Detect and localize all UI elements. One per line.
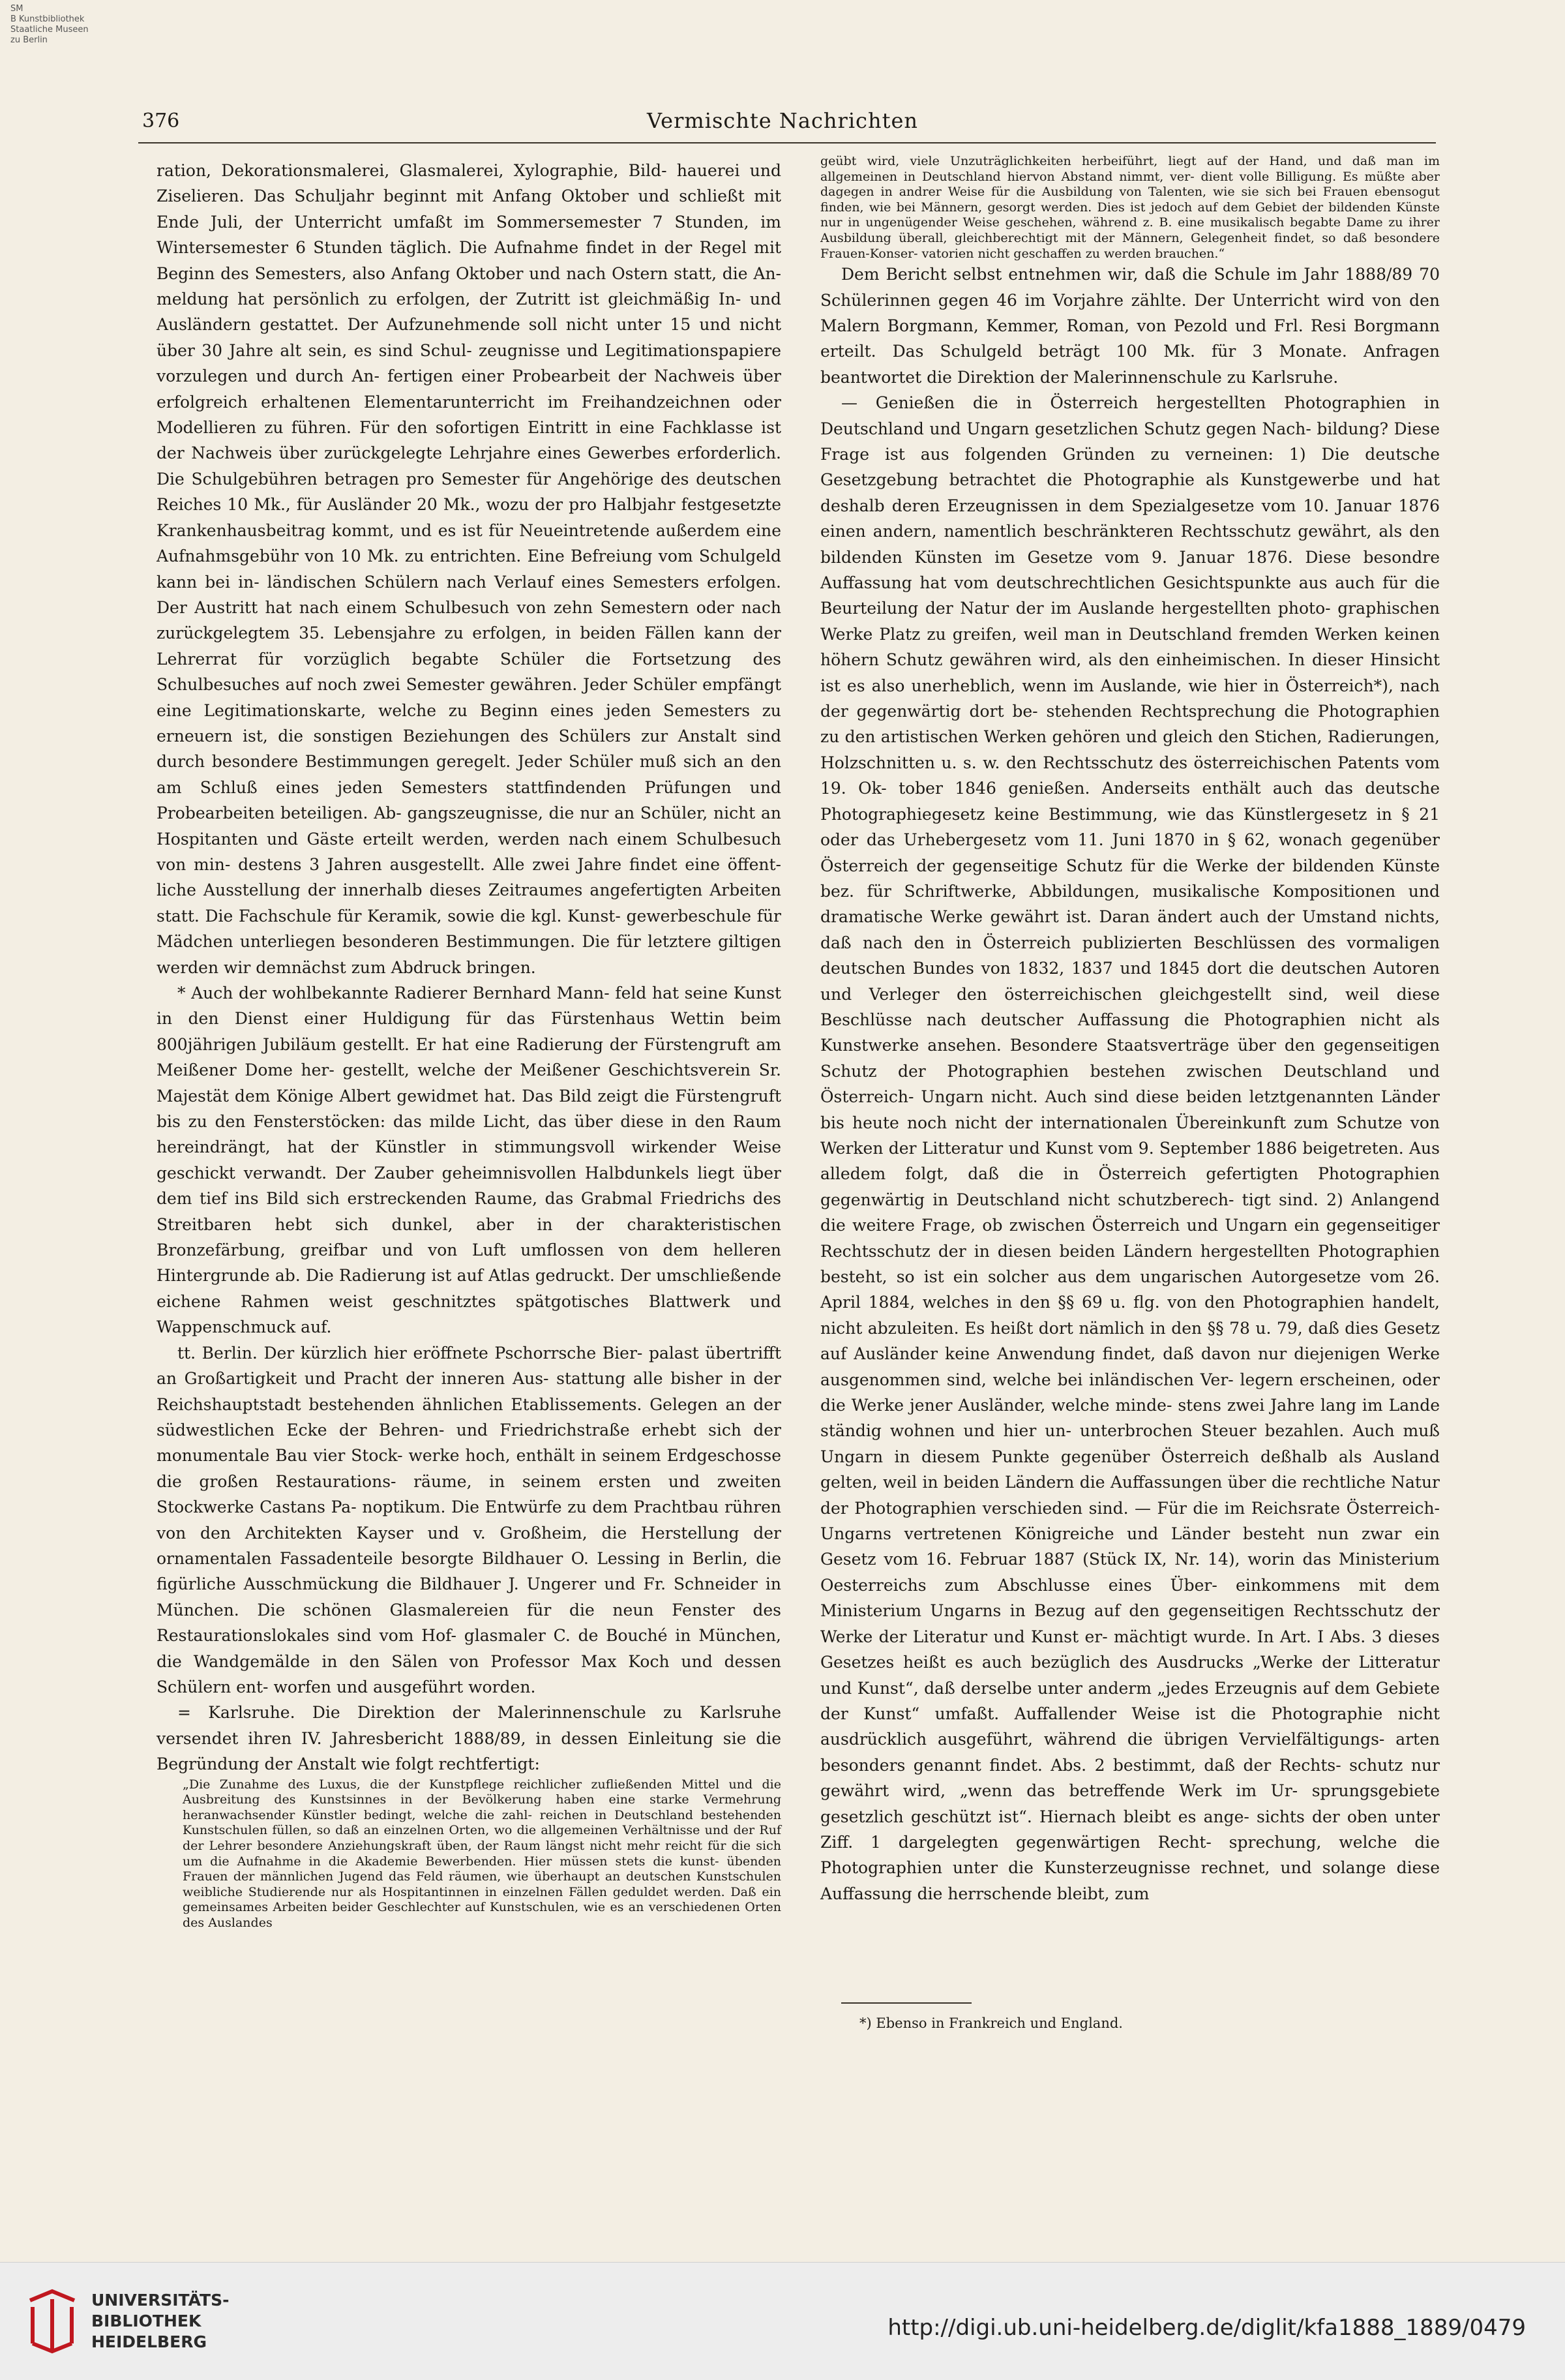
library-stamp <box>10 4 89 46</box>
paragraph-mannfeld: * Auch der wohlbekannte Radierer Bernhard Mann- feld hat seine Kunst in den Dienst einer Huldigung für das Fürstenhaus Wettin beim 800jährigen Jubiläum gestellt. Er hat eine Radierung der Fürstengruft am Meißener Dome her- gestellt, welche der Meißener Geschichtsverein Sr. Majestät dem Könige Albert gewidmet hat. Das Bild zeigt die Fürstengruft bis zu den Fensterstöcken: das milde Licht, das über diese in den Raum hereindrängt, hat der Künstler in stimmungsvoll wirkender Weise geschickt verwandt. Der Zauber geheimnisvollen Halbdunkels liegt über dem tief ins Bild sich erstreckenden Raume, das Grabmal Friedrichs des Streitbaren hebt sich dunkel, aber in der charakteristischen Bronzefärbung, greifbar und von Luft umflossen von dem helleren Hintergrunde ab. Die Radierung ist auf Atlas gedruckt. Der umschließende eichene Rahmen weist geschnitztes spätgotisches Blattwerk und Wappenschmuck auf. <box>156 984 781 1337</box>
paragraph-munich-school: ration, Dekorationsmalerei, Glasmalerei, Xylographie, Bild- hauerei und Ziselieren. Das Schuljahr beginnt mit Anfang Oktober und schließt mit Ende Juli, der Unterricht umfaßt im Sommersemester 7 Stunden, im Wintersemester 6 Stunden täglich. Die Aufnahme findet in der Regel mit Beginn des Semesters, also Anfang Oktober und nach Ostern statt, die An- meldung hat persönlich zu erfolgen, der Zutritt ist gleichmäßig In- und Ausländern gestattet. Der Aufzunehmende soll nicht unter 15 und nicht über 30 Jahre alt sein, es sind Schul- zeugnisse und Legitimationspapiere vorzulegen und durch An- fertigen einer Probearbeit der Nachweis über erfolgreich erhaltenen Elementarunterricht im Freihandzeichnen oder Modellieren zu führen. Für den sofortigen Eintritt in eine Fachklasse ist der Nachweis über zurückgelegte Lehrjahre eines Gewerbes erforderlich. Die Schulgebühren betragen pro Semester für Angehörige des deutschen Reiches 10 Mk., für Ausländer 20 Mk., wozu der pro Halbjahr festgesetzte Krankenhausbeitrag kommt, und es ist für Neueintretende außerdem eine Aufnahmsgebühr von 10 Mk. zu entrichten. Eine Befreiung vom Schulgeld kann bei in- ländischen Schülern nach Verlauf eines Semesters erfolgen. Der Austritt hat nach einem Schulbesuch von zehn Semestern oder nach zurückgelegtem 35. Lebensjahre zu erfolgen, in beiden Fällen kann der Lehrerrat für vorzüglich begabte Schüler die Fortsetzung des Schulbesuches auf noch zwei Semester gewähren. Jeder Schüler empfängt eine Legitimationskarte, welche zu Beginn eines jeden Semesters zu erneuern ist, die sonstigen Beziehungen des Schülers zur Anstalt sind durch besondere Bestimmungen geregelt. Jeder Schüler muß sich an den am Schluß eines jeden Semesters stattfindenden Prüfungen und Probearbeiten beteiligen. Ab- gangszeugnisse, die nur an Schüler, nicht an Hospitanten und Gäste erteilt werden, werden nach einem Schulbesuch von min- destens 3 Jahren ausgestellt. Alle zwei Jahre findet eine öffent- liche Ausstellung der innerhalb dieses Zeitraumes angefertigten Arbeiten statt. Die Fachschule für Keramik, sowie die kgl. Kunst- gewerbeschule für Mädchen unterliegen besonderen Bestimmungen. Die für letztere giltigen werden wir demnächst zum Abdruck bringen. <box>156 161 781 977</box>
paragraph-report: Dem Bericht selbst entnehmen wir, daß die Schule im Jahr 1888/89 70 Schülerinnen gegen 46 im Vorjahre zählte. Der Unterricht wird von den Malern Borgmann, Kemmer, Roman, von Pezold und Frl. Resi Borgmann erteilt. Das Schulgeld beträgt 100 Mk. für 3 Monate. Anfragen beantwortet die Direktion der Malerinnenschule zu Karlsruhe. <box>820 265 1440 387</box>
library-name <box>91 2290 229 2353</box>
stamp-line: zu Berlin <box>10 35 48 45</box>
stamp-line: B Kunstbibliothek <box>10 14 85 24</box>
left-column <box>156 158 781 1931</box>
quote-karlsruhe-part1: „Die Zunahme des Luxus, die der Kunstpflege reichlicher zufließenden Mittel und die Ausbreitung des Kunstsinnes in der Bevölkerung haben eine starke Vermehrung heranwachsender Künstler bedingt, welche die zahl- reichen in Deutschland bestehenden Kunstschulen füllen, so daß an einzelnen Orten, wo die allgemeinen Verhältnisse und der Ruf der Lehrer besondere Anziehungskraft üben, der Raum längst nicht mehr reicht für die sich um die Aufnahme in die Akademie Bewerbenden. Hier müssen stets die kunst- übenden Frauen der männlichen Jugend das Feld räumen, wie überhaupt an deutschen Kunstschulen weibliche Studierende nur als Hospitantinnen in einzelnen Fällen geduldet werden. Daß ein gemeinsames Arbeiten beider Geschlechter auf Kunstschulen, wie es an verschiedenen Orten des Auslandes <box>183 1777 781 1930</box>
library-name-line: BIBLIOTHEK <box>91 2312 201 2330</box>
stamp-line: SM <box>10 4 23 14</box>
footnote-rule <box>841 2002 972 2004</box>
footer-bar <box>0 2262 1565 2380</box>
quote-karlsruhe-part2: geübt wird, viele Unzuträglichkeiten herbeiführt, liegt auf der Hand, und daß man im allgemeinen in Deutschland hiervon Abstand nimmt, ver- dient volle Billigung. Es müßte aber dagegen in andrer Weise für die Ausbildung von Talenten, wie sie sich bei Frauen ebensogut finden, wie bei Männern, gesorgt werden. Dies ist jedoch auf dem Gebiet der bildenden Künste nur in ungenügender Weise geschehen, während z. B. eine musikalisch begabte Dame zu ihrer Ausbildung überall, gleichberechtigt mit der Männern, Gelegenheit findet, so daß besondere Frauen-Konser- vatorien nicht geschaffen zu werden brauchen.“ <box>820 154 1440 261</box>
library-name-line: UNIVERSITÄTS- <box>91 2291 230 2310</box>
page-number: 376 <box>142 110 180 132</box>
university-logo-icon <box>22 2287 82 2355</box>
paragraph-berlin: tt. Berlin. Der kürzlich hier eröffnete Pschorrsche Bier- palast übertrifft an Großartigkeit und Pracht der inneren Aus- stattung alle bisher in der Reichshauptstadt bestehenden ähnlichen Etablissements. Gelegen an der südwestlichen Ecke der Behren- und Friedrichstraße erhebt sich der monumentale Bau vier Stock- werke hoch, enthält in seinem Erdgeschosse die großen Restaurations- räume, in seinem ersten und zweiten Stockwerke Castans Pa- noptikum. Die Entwürfe zu dem Prachtbau rühren von den Architekten Kayser und v. Großheim, die Herstellung der ornamentalen Fassadenteile besorgte Bildhauer O. Lessing in Berlin, die figürliche Ausschmückung die Bildhauer J. Ungerer und Fr. Schneider in München. Die schönen Glasmalereien für die neun Fenster des Restaurationslokales sind vom Hof- glasmaler C. de Bouché in München, die Wandgemälde in den Sälen von Professor Max Koch und dessen Schülern ent- worfen und ausgeführt worden. <box>156 1343 781 1696</box>
paragraph-photography-law: — Genießen die in Österreich hergestellten Photographien in Deutschland und Ungarn gesetzlichen Schutz gegen Nach- bildung? Diese Frage ist aus folgenden Gründen zu verneinen: 1) Die deutsche Gesetzgebung betrachtet die Photographie als Kunstgewerbe und hat deshalb deren Erzeugnissen in dem Spezialgesetze vom 10. Januar 1876 einen andern, namentlich beschränkteren Rechtsschutz gewährt, als den bildenden Künsten im Gesetze vom 9. Januar 1876. Diese besondre Auffassung hat vom deutschrechtlichen Gesichtspunkte aus auch für die Beurteilung der Natur der im Auslande hergestellten photo- graphischen Werke Platz zu greifen, weil man in Deutschland fremden Werken keinen höhern Schutz gewähren wird, als den einheimischen. In dieser Hinsicht ist es also unerheblich, wenn im Auslande, wie hier in Österreich*), nach der gegenwärtig dort be- stehenden Rechtsprechung die Photographien zu den artistischen Werken gehören und gleich den Stichen, Radierungen, Holzschnitten u. s. w. den Rechtsschutz des österreichischen Patents vom 19. Ok- tober 1846 genießen. Anderseits enthält auch das deutsche Photographiegesetz keine Bestimmung, wie das Künstlergesetz in § 21 oder das Urhebergesetz vom 11. Juni 1870 in § 62, wonach gegenüber Österreich der gegenseitige Schutz für die Werke der bildenden Künste bez. für Schriftwerke, Abbildungen, musikalische Kompositionen und dramatische Werke gewährt ist. Daran ändert auch der Umstand nichts, daß nach den in Österreich publizierten Beschlüssen des vormaligen deutschen Bundes von 1832, 1837 und 1845 dort die deutschen Autoren und Verleger den österreichischen gleichgestellt sind, weil diese Beschlüsse nach deutscher Auffassung die Photographien nicht als Kunstwerke ansehen. Besondere Staatsverträge über den gegenseitigen Schutz der Photographien bestehen zwischen Deutschland und Österreich- Ungarn nicht. Auch sind diese beiden letztgenannten Länder bis heute noch nicht der internationalen Übereinkunft zum Schutze von Werken der Litteratur und Kunst vom 9. September 1886 beigetreten. Aus alledem folgt, daß die in Österreich gefertigten Photographien gegenwärtig in Deutschland nicht schutzberech- tigt sind. 2) Anlangend die weitere Frage, ob zwischen Österreich und Ungarn ein gegenseitiger Rechtsschutz der in diesen beiden Ländern hergestellten Photographien besteht, so ist ein solcher aus dem ungarischen Autorgesetze vom 26. April 1884, welches in den §§ 69 u. flg. von den Photographien handelt, nicht abzuleiten. Es heißt dort nämlich in den §§ 78 u. 79, daß dies Gesetz auf Ausländer keine Anwendung findet, daß davon nur diejenigen Werke ausgenommen sind, welche bei inländischen Ver- legern erscheinen, oder die Werke jener Ausländer, welche minde- stens zwei Jahre lang im Lande ständig wohnen und hier un- unterbrochen Steuer bezahlen. Auch muß Ungarn in diesem Punkte gegenüber Österreich deßhalb als Ausland gelten, weil in beiden Ländern die Auffassungen über die rechtliche Natur der Photographien verschieden sind. — Für die im Reichsrate Österreich-Ungarns vertretenen Königreiche und Länder besteht nun zwar ein Gesetz vom 16. Februar 1887 (Stück IX, Nr. 14), worin das Ministerium Oesterreichs zum Abschlusse eines Über- einkommens mit dem Ministerium Ungarns in Bezug auf den gegenseitigen Rechtsschutz der Werke der Literatur und Kunst er- mächtigt wurde. In Art. I Abs. 3 dieses Gesetzes heißt es auch bezüglich des Ausdrucks „Werke der Litteratur und Kunst“, daß derselbe unter anderm „jedes Erzeugnis auf dem Gebiete der Kunst“ umfaßt. Auffallender Weise ist die Photographie nicht ausdrücklich ausgeführt, während die übrigen Vervielfältigungs- arten besonders genannt findet. Abs. 2 bestimmt, daß der Rechts- schutz nur gewährt wird, „wenn das betreffende Werk im Ur- sprungsgebiete gesetzlich geschützt ist“. Hiernach bleibt es ange- sichts der oben unter Ziff. 1 dargelegten gegenwärtigen Recht- sprechung, welche die Photographien unter die Kunsterzeugnisse rechnet, und solange diese Auffassung die herrschende bleibt, zum <box>820 393 1440 1903</box>
footnote: *) Ebenso in Frankreich und England. <box>859 2015 1123 2031</box>
running-head: Vermischte Nachrichten <box>647 108 918 133</box>
header-rule <box>138 142 1436 143</box>
right-column <box>820 154 1440 1906</box>
paragraph-karlsruhe: = Karlsruhe. Die Direktion der Malerinnenschule zu Karlsruhe versendet ihren IV. Jahresbericht 1888/89, in dessen Einleitung sie die Begründung der Anstalt wie folgt rechtfertigt: <box>156 1703 781 1774</box>
stamp-line: Staatliche Museen <box>10 25 89 35</box>
library-name-line: HEIDELBERG <box>91 2332 207 2351</box>
source-url-link[interactable]: http://digi.ub.uni-heidelberg.de/diglit/kfa1888_1889/0479 <box>887 2315 1526 2341</box>
